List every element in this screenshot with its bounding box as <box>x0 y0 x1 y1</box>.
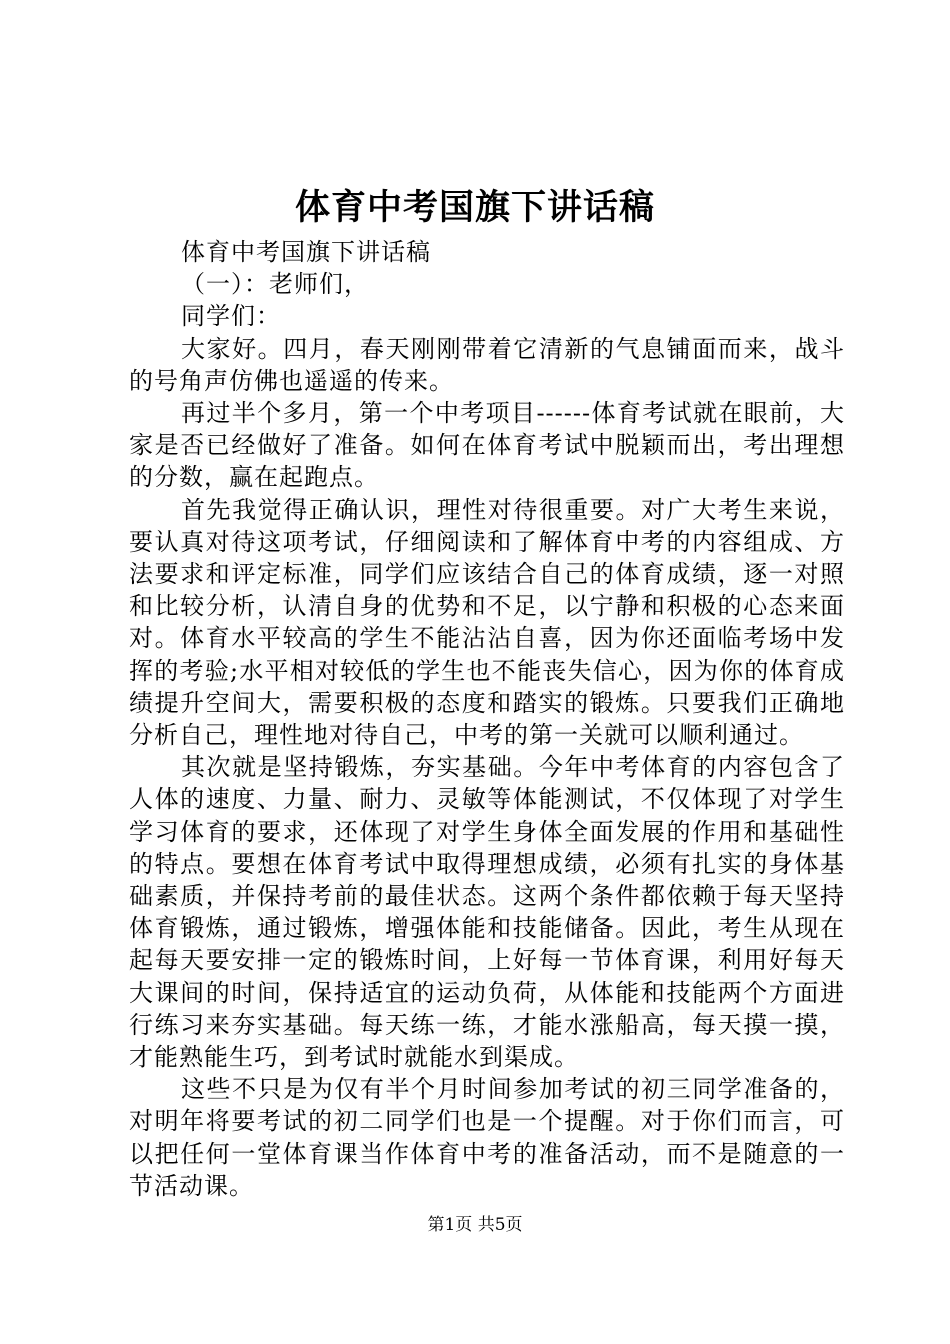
paragraph: 大家好。四月，春天刚刚带着它清新的气息铺面而来，战斗的号角声仿佛也遥遥的传来。 <box>129 334 845 395</box>
paragraph: 这些不只是为仅有半个月时间参加考试的初三同学准备的，对明年将要考试的初二同学们也是一个提醒。对于你们而言，可以把任何一堂体育课当作体育中考的准备活动，而不是随意的一节活动课。 <box>129 1075 845 1200</box>
page-number-footer: 第1页 共5页 <box>427 1215 523 1235</box>
paragraph: 体育中考国旗下讲话稿 <box>181 238 431 266</box>
page-title: 体育中考国旗下讲话稿 <box>294 188 655 228</box>
paragraph: 同学们： <box>181 302 281 331</box>
document-body <box>129 236 845 1202</box>
paragraph: 首先我觉得正确认识，理性对待很重要。对广大考生来说，要认真对待这项考试，仔细阅读和了解体育中考的内容组成、方法要求和评定标准，同学们应该结合自己的体育成绩，逐一对照和比较分析，认清自身的优势和不足，以宁静和积极的心态来面对。体育水平较高的学生不能沾沾自喜，因为你还面临考场中发挥的考验;水平相对较低的学生也不能丧失信心，因为你的体育成绩提升空间大，需要积极的态度和踏实的锻炼。只要我们正确地分析自己，理性地对待自己，中考的第一关就可以顺利通过。 <box>129 495 845 750</box>
paragraph: （一）：老师们， <box>181 270 369 299</box>
paragraph: 其次就是坚持锻炼，夯实基础。今年中考体育的内容包含了人体的速度、力量、耐力、灵敏等体能测试，不仅体现了对学生学习体育的要求，还体现了对学生身体全面发展的作用和基础性的特点。要想在体育考试中取得理想成绩，必须有扎实的身体基础素质，并保持考前的最佳状态。这两个条件都依赖于每天坚持体育锻炼，通过锻炼，增强体能和技能储备。因此，考生从现在起每天要安排一定的锻炼时间，上好每一节体育课，利用好每天大课间的时间，保持适宜的运动负荷，从体能和技能两个方面进行练习来夯实基础。每天练一练，才能水涨船高，每天摸一摸，才能熟能生巧，到考试时就能水到渠成。 <box>129 753 845 1072</box>
paragraph: 再过半个多月，第一个中考项目------体育考试就在眼前，大家是否已经做好了准备。如何在体育考试中脱颖而出，考出理想的分数，赢在起跑点。 <box>129 399 845 492</box>
